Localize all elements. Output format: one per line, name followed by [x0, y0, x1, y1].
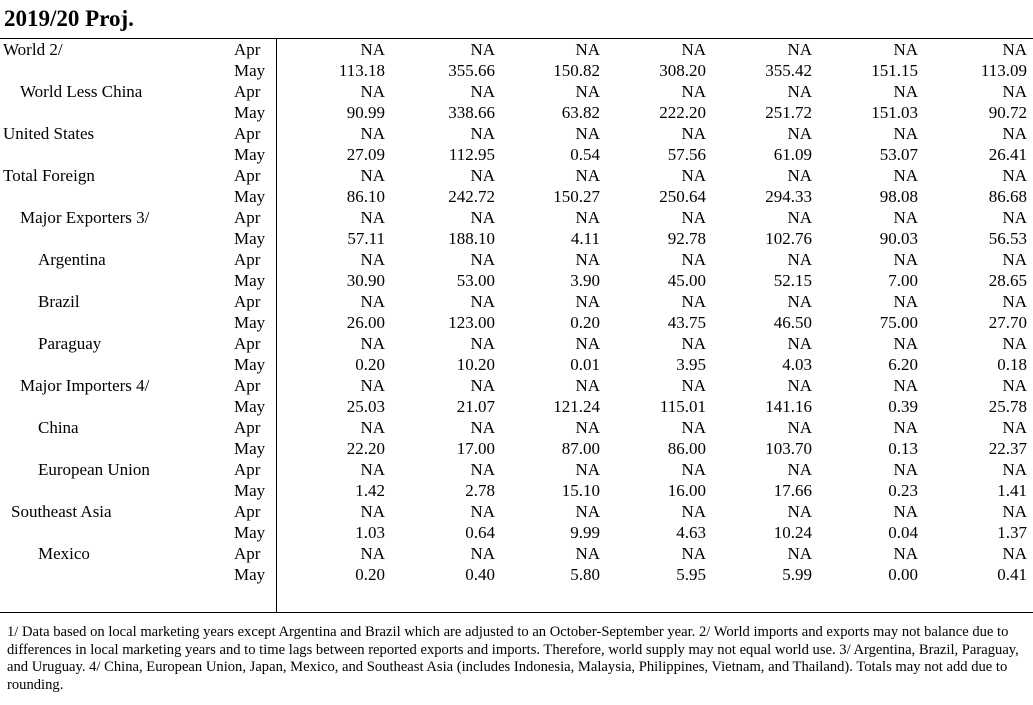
table-cell: NA: [1002, 208, 1027, 227]
table-cell: 0.04: [888, 523, 918, 542]
table-cell: 3.90: [570, 271, 600, 290]
region-label: Mexico: [38, 544, 90, 563]
table-cell: NA: [787, 82, 812, 101]
table-cell: NA: [681, 292, 706, 311]
table-cell: 150.27: [553, 187, 600, 206]
table-cell: NA: [360, 292, 385, 311]
table-cell: NA: [1002, 376, 1027, 395]
table-cell: 92.78: [667, 229, 706, 248]
table-cell: NA: [575, 250, 600, 269]
table-row: [0, 228, 1033, 249]
table-cell: NA: [1002, 544, 1027, 563]
table-cell: 56.53: [988, 229, 1027, 248]
table-cell: 26.00: [346, 313, 385, 332]
period-label: May: [234, 355, 266, 374]
table-cell: 7.00: [888, 271, 918, 290]
period-label: Apr: [234, 544, 261, 563]
table-row: [0, 312, 1033, 333]
table-cell: 17.66: [773, 481, 812, 500]
table-cell: NA: [360, 250, 385, 269]
period-label: Apr: [234, 82, 261, 101]
table-row: [0, 354, 1033, 375]
table-cell: 90.72: [988, 103, 1027, 122]
table-cell: NA: [787, 544, 812, 563]
region-label: Argentina: [38, 250, 106, 269]
table-cell: 0.54: [570, 145, 600, 164]
region-label: Brazil: [38, 292, 80, 311]
table-cell: 86.10: [346, 187, 385, 206]
table-row: [0, 207, 1033, 228]
table-cell: NA: [1002, 250, 1027, 269]
table-cell: 0.18: [997, 355, 1027, 374]
table-cell: NA: [1002, 166, 1027, 185]
table-cell: 150.82: [553, 61, 600, 80]
region-label: World 2/: [3, 40, 63, 59]
table-cell: NA: [470, 166, 495, 185]
table-row: [0, 333, 1033, 354]
period-label: Apr: [234, 418, 261, 437]
table-cell: NA: [360, 460, 385, 479]
table-cell: NA: [575, 166, 600, 185]
table-cell: 102.76: [765, 229, 812, 248]
period-label: Apr: [234, 376, 261, 395]
table-cell: NA: [470, 208, 495, 227]
period-label: May: [234, 313, 266, 332]
table-cell: 112.95: [448, 145, 495, 164]
table-cell: 0.41: [997, 565, 1027, 584]
table-cell: 27.70: [988, 313, 1027, 332]
table-cell: 222.20: [659, 103, 706, 122]
period-label: Apr: [234, 292, 261, 311]
table-cell: 25.78: [988, 397, 1027, 416]
table-cell: NA: [575, 376, 600, 395]
table-cell: NA: [470, 502, 495, 521]
table-row: [0, 186, 1033, 207]
table-cell: 52.15: [773, 271, 812, 290]
table-row: [0, 144, 1033, 165]
table-cell: 308.20: [659, 61, 706, 80]
table-cell: NA: [1002, 460, 1027, 479]
table-cell: NA: [681, 208, 706, 227]
table-cell: NA: [787, 502, 812, 521]
table-row: [0, 459, 1033, 480]
table-cell: 22.37: [988, 439, 1027, 458]
table-row: [0, 438, 1033, 459]
table-cell: 3.95: [676, 355, 706, 374]
table-row: [0, 564, 1033, 585]
table-cell: 27.09: [346, 145, 385, 164]
table-cell: 0.13: [888, 439, 918, 458]
period-label: Apr: [234, 208, 261, 227]
period-label: Apr: [234, 334, 261, 353]
table-cell: NA: [893, 166, 918, 185]
table-cell: NA: [575, 460, 600, 479]
table-cell: 30.90: [346, 271, 385, 290]
table-cell: 4.11: [570, 229, 600, 248]
table-cell: 0.20: [355, 355, 385, 374]
table-cell: 63.82: [561, 103, 600, 122]
period-label: Apr: [234, 40, 261, 59]
table-cell: NA: [893, 460, 918, 479]
table-cell: NA: [893, 502, 918, 521]
table-cell: NA: [787, 250, 812, 269]
table-cell: NA: [681, 250, 706, 269]
table-cell: NA: [470, 82, 495, 101]
table-cell: 90.03: [879, 229, 918, 248]
table-row: [0, 270, 1033, 291]
table-cell: 43.75: [667, 313, 706, 332]
table-cell: NA: [470, 124, 495, 143]
period-label: May: [234, 61, 266, 80]
table-row: [0, 480, 1033, 501]
table-row: [0, 522, 1033, 543]
table-cell: 251.72: [765, 103, 812, 122]
table-cell: NA: [681, 376, 706, 395]
table-cell: NA: [681, 544, 706, 563]
table-cell: 0.40: [465, 565, 495, 584]
period-label: Apr: [234, 250, 261, 269]
table-cell: 0.00: [888, 565, 918, 584]
table-cell: 46.50: [773, 313, 812, 332]
table-cell: 1.41: [997, 481, 1027, 500]
table-cell: 53.07: [879, 145, 918, 164]
table-title: 2019/20 Proj.: [4, 6, 134, 31]
table-cell: NA: [470, 544, 495, 563]
table-cell: NA: [681, 334, 706, 353]
table-cell: NA: [681, 166, 706, 185]
table-cell: 10.24: [773, 523, 812, 542]
data-table: [0, 39, 1033, 585]
table-cell: NA: [1002, 292, 1027, 311]
table-cell: 123.00: [448, 313, 495, 332]
table-row: [0, 165, 1033, 186]
table-cell: NA: [575, 292, 600, 311]
table-cell: 250.64: [659, 187, 706, 206]
table-cell: 1.37: [997, 523, 1027, 542]
table-cell: 15.10: [561, 481, 600, 500]
table-cell: NA: [893, 334, 918, 353]
table-cell: 103.70: [765, 439, 812, 458]
table-cell: NA: [470, 292, 495, 311]
table-cell: NA: [893, 250, 918, 269]
period-label: Apr: [234, 166, 261, 185]
table-cell: NA: [575, 82, 600, 101]
table-cell: 75.00: [879, 313, 918, 332]
period-label: May: [234, 187, 266, 206]
table-cell: NA: [360, 40, 385, 59]
table-cell: NA: [681, 124, 706, 143]
table-cell: NA: [575, 124, 600, 143]
table-cell: NA: [787, 166, 812, 185]
table-cell: 338.66: [448, 103, 495, 122]
region-label: World Less China: [20, 82, 143, 101]
table-row: [0, 291, 1033, 312]
table-cell: NA: [787, 334, 812, 353]
table-cell: 21.07: [456, 397, 495, 416]
table-cell: NA: [893, 292, 918, 311]
table-cell: NA: [575, 502, 600, 521]
table-cell: NA: [1002, 418, 1027, 437]
table-row: [0, 375, 1033, 396]
table-cell: 355.42: [765, 61, 812, 80]
table-cell: NA: [470, 250, 495, 269]
table-cell: NA: [893, 418, 918, 437]
period-label: Apr: [234, 460, 261, 479]
region-label: Total Foreign: [3, 166, 95, 185]
table-cell: 61.09: [773, 145, 812, 164]
table-cell: NA: [575, 544, 600, 563]
table-cell: NA: [470, 376, 495, 395]
table-cell: 26.41: [988, 145, 1027, 164]
table-cell: NA: [575, 208, 600, 227]
table-row: [0, 60, 1033, 81]
table-cell: NA: [1002, 502, 1027, 521]
table-cell: NA: [787, 460, 812, 479]
table-cell: NA: [787, 208, 812, 227]
table-cell: NA: [681, 502, 706, 521]
table-cell: 0.20: [355, 565, 385, 584]
table-cell: NA: [681, 418, 706, 437]
table-cell: 16.00: [667, 481, 706, 500]
region-label: European Union: [38, 460, 150, 479]
table-cell: 4.63: [676, 523, 706, 542]
table-cell: 98.08: [879, 187, 918, 206]
table-cell: NA: [360, 166, 385, 185]
table-cell: NA: [575, 334, 600, 353]
table-cell: NA: [893, 376, 918, 395]
table-cell: 86.00: [667, 439, 706, 458]
table-row: [0, 123, 1033, 144]
table-cell: NA: [787, 40, 812, 59]
table-cell: NA: [893, 40, 918, 59]
table-cell: 0.39: [888, 397, 918, 416]
table-cell: NA: [360, 124, 385, 143]
table-cell: 53.00: [456, 271, 495, 290]
table-cell: NA: [470, 460, 495, 479]
table-cell: NA: [1002, 334, 1027, 353]
table-cell: 151.03: [871, 103, 918, 122]
table-cell: NA: [360, 376, 385, 395]
table-cell: 86.68: [988, 187, 1027, 206]
table-cell: NA: [681, 40, 706, 59]
footnote: 1/ Data based on local marketing years except Argentina and Brazil which are adjusted to an October-September year. 2/ World imports and exports may not balance due to differences in local marketing years and to time lags between reported exports and imports. Therefore, world supply may not equal world use. 3/ Argentina, Brazil, Paraguay, and Uruguay. 4/ China, European Union, Japan, Mexico, and Southeast Asia (includes Indonesia, Malaysia, Philippines, Vietnam, and Thailand). Totals may not add due to rounding.: [7, 624, 1019, 693]
table-cell: NA: [360, 208, 385, 227]
table-cell: NA: [1002, 40, 1027, 59]
table-cell: 28.65: [988, 271, 1027, 290]
table-cell: NA: [360, 334, 385, 353]
table-row: [0, 102, 1033, 123]
table-cell: 87.00: [561, 439, 600, 458]
table-cell: NA: [470, 334, 495, 353]
table-cell: NA: [1002, 82, 1027, 101]
table-cell: 17.00: [456, 439, 495, 458]
region-label: Paraguay: [38, 334, 102, 353]
table-cell: 188.10: [448, 229, 495, 248]
region-label: Major Importers 4/: [20, 376, 150, 395]
table-cell: 25.03: [346, 397, 385, 416]
table-cell: 151.15: [871, 61, 918, 80]
period-label: May: [234, 481, 266, 500]
table-cell: 57.56: [667, 145, 706, 164]
period-label: May: [234, 271, 266, 290]
region-label: Major Exporters 3/: [20, 208, 150, 227]
table-cell: 0.01: [570, 355, 600, 374]
table-cell: 294.33: [765, 187, 812, 206]
table-cell: NA: [360, 418, 385, 437]
table-row: [0, 39, 1033, 60]
table-row: [0, 417, 1033, 438]
table-cell: 5.99: [782, 565, 812, 584]
period-label: May: [234, 229, 266, 248]
table-cell: NA: [1002, 124, 1027, 143]
period-label: May: [234, 523, 266, 542]
table-cell: 113.09: [980, 61, 1027, 80]
period-label: May: [234, 103, 266, 122]
table-cell: 0.64: [465, 523, 495, 542]
table-cell: 1.42: [355, 481, 385, 500]
table-cell: 121.24: [553, 397, 600, 416]
table-row: [0, 249, 1033, 270]
table-cell: NA: [470, 40, 495, 59]
table-cell: 1.03: [355, 523, 385, 542]
table-row: [0, 543, 1033, 564]
table-cell: NA: [360, 502, 385, 521]
table-cell: 0.20: [570, 313, 600, 332]
table-cell: NA: [893, 544, 918, 563]
table-cell: 4.03: [782, 355, 812, 374]
table-cell: 141.16: [765, 397, 812, 416]
period-label: May: [234, 145, 266, 164]
table-cell: NA: [575, 418, 600, 437]
table-cell: NA: [893, 124, 918, 143]
table-cell: NA: [360, 544, 385, 563]
table-cell: 355.66: [448, 61, 495, 80]
period-label: May: [234, 565, 266, 584]
table-cell: NA: [575, 40, 600, 59]
table-cell: NA: [787, 376, 812, 395]
table-cell: NA: [360, 82, 385, 101]
period-label: May: [234, 439, 266, 458]
table-cell: 115.01: [659, 397, 706, 416]
table-cell: 10.20: [456, 355, 495, 374]
table-cell: 0.23: [888, 481, 918, 500]
table-cell: 57.11: [347, 229, 385, 248]
table-cell: 242.72: [448, 187, 495, 206]
table-cell: 90.99: [346, 103, 385, 122]
table-cell: 9.99: [570, 523, 600, 542]
period-label: Apr: [234, 124, 261, 143]
bottom-rule: [0, 612, 1033, 613]
table-cell: 2.78: [465, 481, 495, 500]
period-label: May: [234, 397, 266, 416]
table-cell: NA: [681, 82, 706, 101]
table-cell: 6.20: [888, 355, 918, 374]
table-cell: NA: [893, 82, 918, 101]
table-cell: 5.80: [570, 565, 600, 584]
table-row: [0, 396, 1033, 417]
table-cell: NA: [787, 418, 812, 437]
region-label: China: [38, 418, 79, 437]
table-cell: NA: [470, 418, 495, 437]
region-label: United States: [3, 124, 95, 143]
region-label: Southeast Asia: [11, 502, 112, 521]
table-row: [0, 501, 1033, 522]
table-cell: 5.95: [676, 565, 706, 584]
period-label: Apr: [234, 502, 261, 521]
table-cell: NA: [681, 460, 706, 479]
table-cell: NA: [893, 208, 918, 227]
table-cell: 113.18: [338, 61, 385, 80]
table-cell: 22.20: [346, 439, 385, 458]
table-cell: NA: [787, 124, 812, 143]
table-row: [0, 81, 1033, 102]
table-cell: 45.00: [667, 271, 706, 290]
table-cell: NA: [787, 292, 812, 311]
